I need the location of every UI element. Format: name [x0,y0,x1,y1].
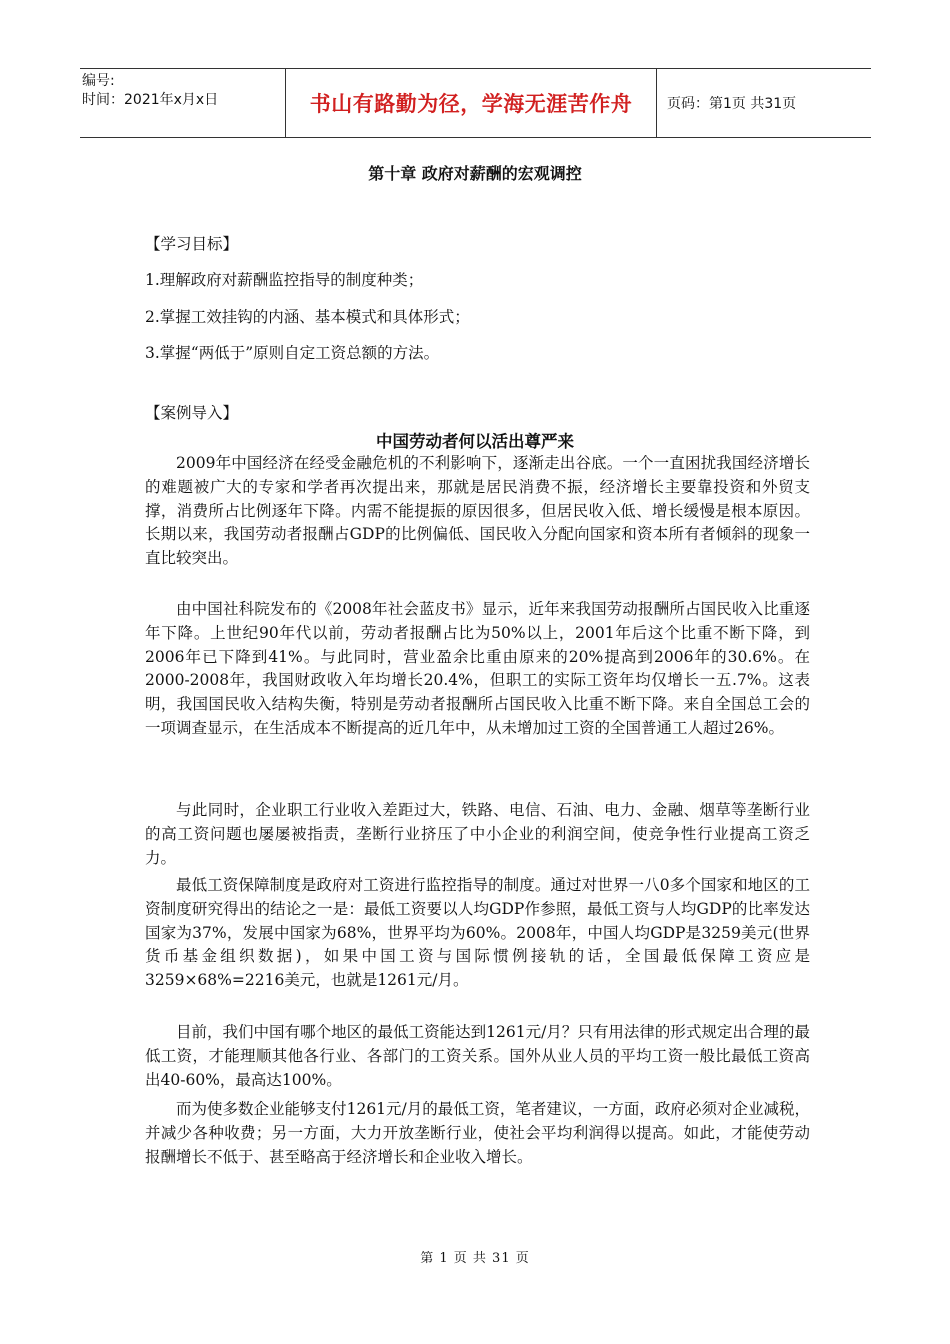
case-paragraph: 2009年中国经济在经受金融危机的不利影响下，逐渐走出谷底。一个一直困扰我国经济增长的难题被广大的专家和学者再次提出来，那就是居民消费不振，经济增长主要靠投资和外贸支撑，消费所占比例逐年下降。内需不能提振的原因很多，但居民收入低、增长缓慢是根本原因。长期以来，我国劳动者报酬占GDP的比例偏低、国民收入分配向国家和资本所有者倾斜的现象一直比较突出。 [145,454,810,568]
objective-item: 2.掌握工效挂钩的内涵、基本模式和具体形式； [145,308,470,326]
page-footer: 第 1 页 共 31 页 [420,1251,530,1266]
objective-item: 3.掌握“两低于”原则自定工资总额的方法。 [145,344,440,362]
case-heading: 【案例导入】 [145,404,239,422]
code-label: 编号: [82,73,115,89]
case-paragraph: 与此同时，企业职工行业收入差距过大，铁路、电信、石油、电力、金融、烟草等垄断行业的高工资问题也屡屡被指责，垄断行业挤压了中小企业的利润空间，使竞争性行业提高工资乏力。 [145,801,810,867]
header-meta [80,69,285,137]
page-header [80,68,871,138]
chapter-title: 第十章 政府对薪酬的宏观调控 [368,164,582,183]
case-title: 中国劳动者何以活出尊严来 [376,432,574,451]
case-paragraph: 目前，我们中国有哪个地区的最低工资能达到1261元/月？只有用法律的形式规定出合理的最低工资，才能理顺其他各行业、各部门的工资关系。国外从业人员的平均工资一般比最低工资高出40-60%，最高达100%。 [145,1023,810,1089]
header-page-info: 页码：第1页 共31页 [667,96,797,112]
objectives-heading: 【学习目标】 [145,235,239,253]
time-label: 时间：2021年x月x日 [82,92,219,108]
case-paragraph: 最低工资保障制度是政府对工资进行监控指导的制度。通过对世界一八0多个国家和地区的工资制度研究得出的结论之一是：最低工资要以人均GDP作参照，最低工资与人均GDP的比率发达国家为37%，发展中国家为68%，世界平均为60%。2008年，中国人均GDP是3259美元(世界货币基金组织数据)，如果中国工资与国际惯例接轨的话，全国最低保障工资应是3259×68%=2216美元，也就是1261元/月。 [145,876,810,990]
case-paragraph: 由中国社科院发布的《2008年社会蓝皮书》显示，近年来我国劳动报酬所占国民收入比重逐年下降。上世纪90年代以前，劳动者报酬占比为50%以上，2001年后这个比重不断下降，到2006年已下降到41%。与此同时，营业盈余比重由原来的20%提高到2006年的30.6%。在2000-2008年，我国财政收入年均增长20.4%，但职工的实际工资年均仅增长一五.7%。这表明，我国国民收入结构失衡，特别是劳动者报酬所占国民收入比重不断下降。来自全国总工会的一项调查显示，在生活成本不断提高的近几年中，从未增加过工资的全国普通工人超过26%。 [145,600,810,737]
header-motto: 书山有路勤为径，学海无涯苦作舟 [285,69,657,137]
case-paragraph: 而为使多数企业能够支付1261元/月的最低工资，笔者建议，一方面，政府必须对企业减税，并减少各种收费；另一方面，大力开放垄断行业，使社会平均利润得以提高。如此，才能使劳动报酬增长不低于、甚至略高于经济增长和企业收入增长。 [145,1100,810,1166]
objective-item: 1.理解政府对薪酬监控指导的制度种类； [145,271,424,289]
